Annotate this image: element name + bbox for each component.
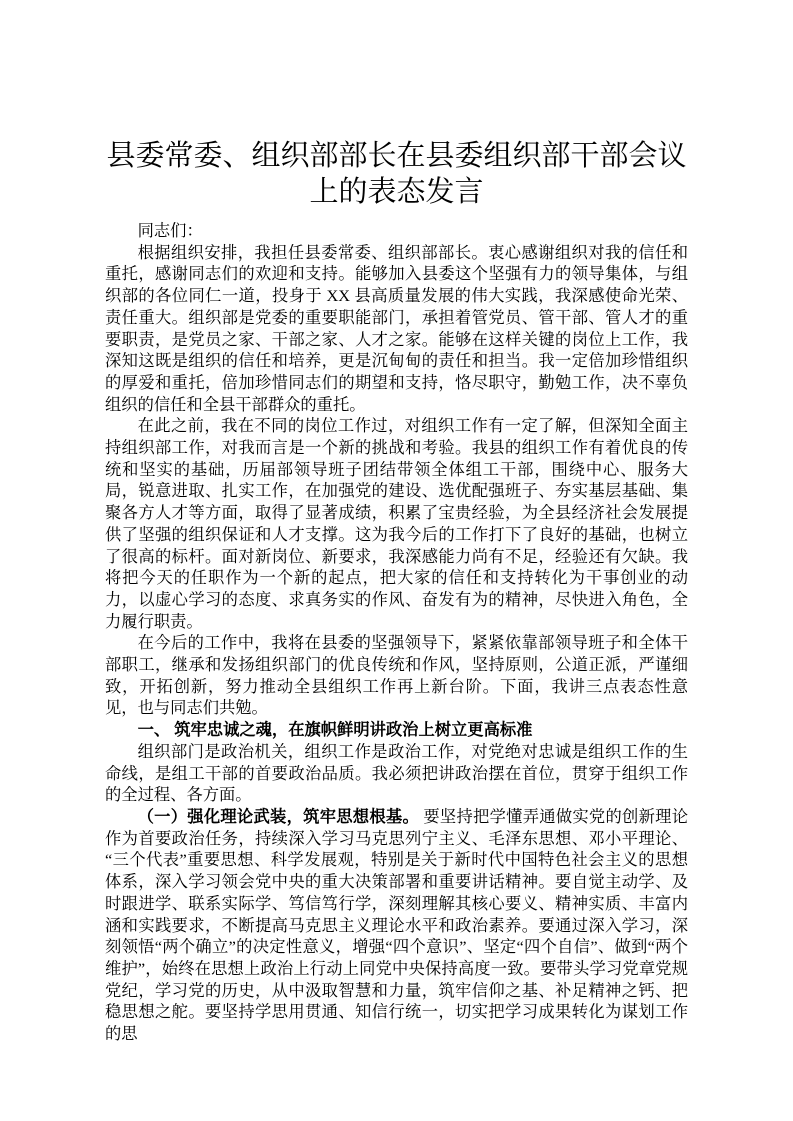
subsection-lead: （一）强化理论武装，筑牢思想根基。 xyxy=(137,806,420,826)
paragraph-intro: 根据组织安排，我担任县委常委、组织部部长。衷心感谢组织对我的信任和重托，感谢同志们的欢迎和支持。能够加入县委这个坚强有力的领导集体，与组织部的各位同仁一道，投身于 XX 县高质量发展的伟大实践，我深感使命光荣、责任重大。组织部是党委的重要职能部门，承担着管党员、管干部、管人才的重要职责，是党员之家、干部之家、人才之家。能够在这样关键的岗位上工作，我深知这既是组织的信任和培养，更是沉甸甸的责任和担当。我一定倍加珍惜组织的厚爱和重托，倍加珍惜同志们的期望和支持，恪尽职守，勤勉工作，决不辜负组织的信任和全县干部群众的重托。 xyxy=(105,242,688,414)
paragraph-commitment: 在今后的工作中，我将在县委的坚强领导下，紧紧依靠部领导班子和全体干部职工，继承和发扬组织部门的优良传统和作风，坚持原则，公道正派，严谨细致，开拓创新，努力推动全县组织工作再上新台阶。下面，我讲三点表态性意见，也与同志们共勉。 xyxy=(105,633,688,718)
salutation: 同志们： xyxy=(137,221,203,240)
subsection-text: 要坚持把学懂弄通做实党的创新理论作为首要政治任务，持续深入学习马克思列宁主义、毛泽东思想、邓小平理论、“三个代表”重要思想、科学发展观，特别是关于新时代中国特色社会主义的思想体系，深入学习领会党中央的重大决策部署和重要讲话精神。要自觉主动学、及时跟进学、联系实际学、笃信笃行学，深刻理解其核心要义、精神实质、丰富内涵和实践要求，不断提高马克思主义理论水平和政治素养。要通过深入学习，深刻领悟“两个确立”的决定性意义，增强“四个意识”、坚定“四个自信”、做到“两个维护”，始终在思想上政治上行动上同党中央保持高度一致。要带头学习党章党规党纪，学习党的历史，从中汲取智慧和力量，筑牢信仰之基、补足精神之钙、把稳思想之舵。要坚持学思用贯通、知信行统一，切实把学习成果转化为谋划工作的思 xyxy=(105,806,688,1044)
document-body xyxy=(105,220,688,1045)
paragraph-background: 在此之前，我在不同的岗位工作过，对组织工作有一定了解，但深知全面主持组织部工作，对我而言是一个新的挑战和考验。我县的组织工作有着优良的传统和坚实的基础，历届部领导班子团结带领全体组工干部，围绕中心、服务大局，锐意进取、扎实工作，在加强党的建设、选优配强班子、夯实基层基础、集聚各方人才等方面，取得了显著成绩，积累了宝贵经验，为全县经济社会发展提供了坚强的组织保证和人才支撑。这为我今后的工作打下了良好的基础，也树立了很高的标杆。面对新岗位、新要求，我深感能力尚有不足，经验还有欠缺。我将把今天的任职作为一个新的起点，把大家的信任和支持转化为干事创业的动力，以虚心学习的态度、求真务实的作风、奋发有为的精神，尽快进入角色，全力履行职责。 xyxy=(105,416,688,631)
paragraph-political: 组织部门是政治机关，组织工作是政治工作，对党绝对忠诚是组织工作的生命线，是组工干部的首要政治品质。我必须把讲政治摆在首位，贯穿于组织工作的全过程、各方面。 xyxy=(105,741,688,805)
paragraph-theory xyxy=(105,806,688,1045)
section-heading-1: 一、 筑牢忠诚之魂，在旗帜鲜明讲政治上树立更高标准 xyxy=(137,720,533,740)
document-title: 县委常委、组织部部长在县委组织部干部会议上的表态发言 xyxy=(106,140,687,208)
